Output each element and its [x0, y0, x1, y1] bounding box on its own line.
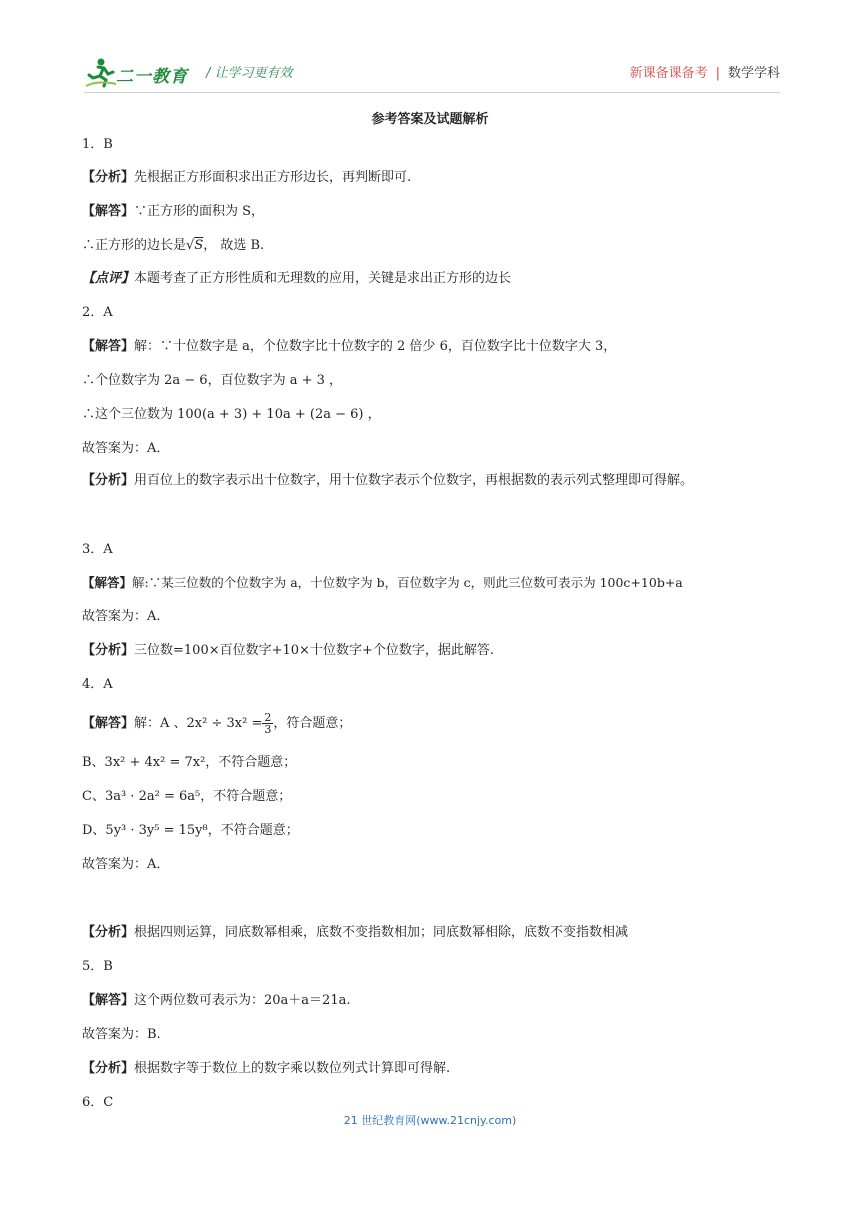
q4-line5: 故答案为：A． [82, 857, 170, 872]
header-rule [84, 92, 780, 93]
q1-analysis [82, 169, 411, 187]
q5-analysis-tag: 【分析】 [82, 1061, 135, 1076]
q1-analysis-tag: 【分析】 [82, 170, 135, 185]
q2-number: 2．A [82, 305, 113, 320]
q1-number: 1．B [82, 137, 113, 152]
q4-number: 4．A [82, 677, 113, 692]
q1-s2-sqrt: S [194, 238, 204, 253]
q3-analysis-text: 三位数=100×百位数字+10×十位数字+个位数字，据此解答. [134, 643, 494, 658]
q1-comment-text: 本题考查了正方形性质和无理数的应用，关键是求出正方形的边长 [134, 271, 512, 286]
q5-solution [82, 992, 350, 1010]
q2-solution [82, 338, 616, 356]
q5-line2: 故答案为：B. [82, 1027, 161, 1042]
q5-number: 5．B [82, 959, 113, 974]
sqrt-icon: √ [186, 238, 195, 253]
q3-solution [82, 574, 683, 592]
header-separator: | [715, 66, 720, 81]
q5-analysis-text: 根据数字等于数位上的数字乘以数位列式计算即可得解. [134, 1061, 451, 1076]
q4-option-b: B、3x² + 4x² = 7x²，不符合题意； [82, 755, 297, 770]
q2-solution-text: 解：∵十位数字是 a，个位数字比十位数字的 2 倍少 6，百位数字比十位数字大 3， [134, 339, 617, 354]
q2-line2: ∴个位数字为 2a − 6，百位数字为 a + 3 ， [82, 373, 343, 388]
q5-solution-tag: 【解答】 [82, 993, 135, 1008]
q1-solution [82, 203, 264, 221]
q1-s2-post: ， 故选 B. [203, 238, 265, 253]
page-footer[interactable]: 21 世纪教育网(www.21cnjy.com) [343, 1114, 517, 1127]
q3-line2: 故答案为：A. [82, 609, 161, 624]
q3-solution-tag: 【解答】 [82, 575, 133, 590]
q2-analysis-tag: 【分析】 [82, 473, 135, 488]
q4-frac-num: 2 [264, 711, 272, 724]
q3-analysis [82, 642, 494, 660]
q2-solution-tag: 【解答】 [82, 339, 135, 354]
q1-comment [82, 270, 511, 288]
q1-comment-tag: 【点评】 [82, 271, 135, 286]
logo-text: 二一教育 [116, 67, 188, 87]
q3-solution-text: 解:∵某三位数的个位数字为 a，十位数字为 b，百位数字为 c，则此三位数可表示为 100c+10b+a [132, 575, 683, 590]
page-header [84, 56, 780, 92]
q4-solution-post: ，符合题意； [273, 716, 352, 731]
header-right [630, 62, 780, 81]
q2-analysis [82, 465, 782, 497]
q4-analysis-tag: 【分析】 [82, 925, 135, 940]
q4-analysis-text: 根据四则运算，同底数幂相乘，底数不变指数相加；同底数幂相除，底数不变指数相减 [134, 925, 629, 940]
q3-number: 3．A [82, 542, 113, 557]
q4-solution [82, 712, 351, 735]
q4-solution-pre: 解：A 、2x² ÷ 3x² = [134, 716, 263, 731]
q5-analysis [82, 1060, 450, 1078]
q4-fraction [262, 712, 273, 735]
q4-option-d: D、5y³ · 3y⁵ = 15y⁸，不符合题意； [82, 823, 299, 838]
slogan: / 让学习更有效 [206, 66, 293, 81]
q2-analysis-text: 用百位上的数字表示出十位数字，用十位数字表示个位数字，再根据数的表示列式整理即可得解。 [134, 473, 694, 488]
logo [84, 56, 199, 88]
q4-option-c: C、3a³ · 2a² = 6a⁵，不符合题意； [82, 789, 292, 804]
q4-frac-den: 3 [264, 723, 272, 736]
q1-analysis-text: 先根据正方形面积求出正方形边长，再判断即可. [134, 170, 412, 185]
runner-logo-icon [84, 56, 118, 88]
q1-s2-pre: ∴正方形的边长是 [82, 238, 187, 253]
q1-solution-text: ∵正方形的面积为 S， [134, 204, 265, 219]
q2-line3: ∴这个三位数为 100(a + 3) + 10a + (2a − 6) ， [82, 407, 381, 422]
page-title: 参考答案及试题解析 [371, 112, 489, 127]
q5-solution-text: 这个两位数可表示为：20a＋a＝21a. [134, 993, 351, 1008]
q4-solution-tag: 【解答】 [82, 716, 135, 731]
q3-analysis-tag: 【分析】 [82, 643, 135, 658]
header-tag-course: 新课备课备考 [629, 66, 708, 81]
q1-solution-tag: 【解答】 [82, 204, 135, 219]
q4-analysis [82, 924, 628, 942]
q2-line4: 故答案为：A． [82, 441, 170, 456]
q1-solution-line2 [82, 237, 264, 255]
q6-number: 6．C [82, 1095, 114, 1110]
header-tag-subject: 数学学科 [727, 66, 780, 81]
